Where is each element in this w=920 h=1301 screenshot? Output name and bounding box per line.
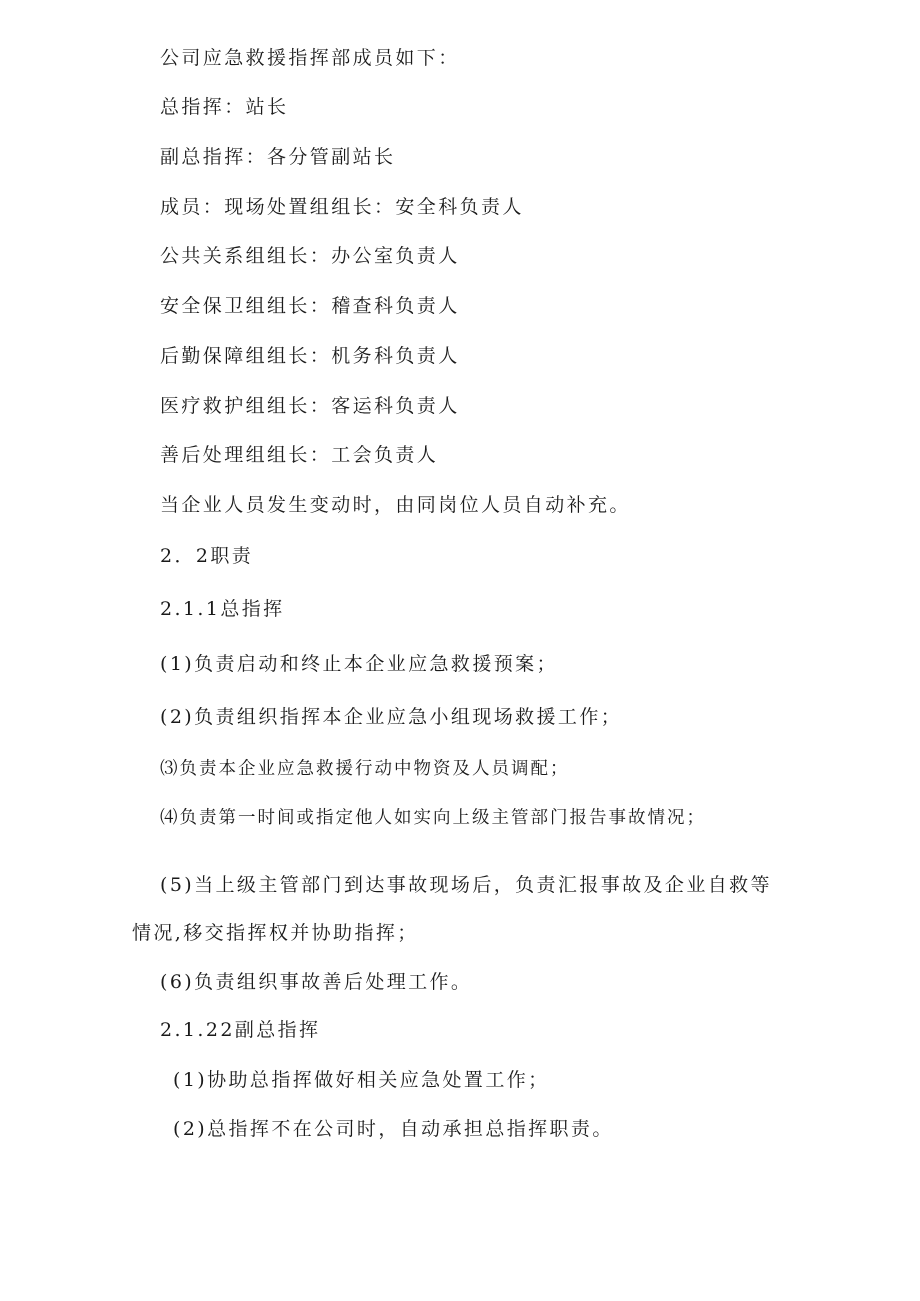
heading-members: 公司应急救援指挥部成员如下： bbox=[160, 47, 460, 69]
deputy-duty-item-1: (1)协助总指挥做好相关应急处置工作； bbox=[173, 1069, 550, 1091]
line-commander: 总指挥：站长 bbox=[160, 96, 289, 118]
duty-item-5-continued: 情况,移交指挥权并协助指挥； bbox=[132, 922, 419, 944]
section-heading-duties: 2．2职责 bbox=[160, 545, 254, 567]
duty-item-2: (2)负责组织指挥本企业应急小组现场救援工作； bbox=[160, 706, 623, 728]
line-security-group: 安全保卫组组长：稽查科负责人 bbox=[160, 295, 460, 317]
line-logistics-group: 后勤保障组组长：机务科负责人 bbox=[160, 345, 460, 367]
line-aftermath-group: 善后处理组组长：工会负责人 bbox=[160, 444, 439, 466]
subsection-heading-deputy: 2.1.22副总指挥 bbox=[160, 1019, 321, 1041]
line-public-relations-group: 公共关系组组长：办公室负责人 bbox=[160, 245, 460, 267]
line-members-onsite-group: 成员：现场处置组组长：安全科负责人 bbox=[160, 196, 524, 218]
subsection-heading-commander: 2.1.1总指挥 bbox=[160, 598, 285, 620]
duty-item-1: (1)负责启动和终止本企业应急救援预案； bbox=[160, 653, 558, 675]
deputy-duty-item-2: (2)总指挥不在公司时，自动承担总指挥职责。 bbox=[173, 1118, 614, 1140]
line-staff-change-note: 当企业人员发生变动时，由同岗位人员自动补充。 bbox=[160, 494, 631, 516]
duty-item-3: ⑶负责本企业应急救援行动中物资及人员调配； bbox=[160, 759, 570, 779]
duty-item-4: ⑷负责第一时间或指定他人如实向上级主管部门报告事故情况； bbox=[160, 808, 706, 828]
duty-item-5: (5)当上级主管部门到达事故现场后，负责汇报事故及企业自救等 bbox=[160, 874, 772, 896]
line-medical-group: 医疗救护组组长：客运科负责人 bbox=[160, 395, 460, 417]
duty-item-6: (6)负责组织事故善后处理工作。 bbox=[160, 971, 473, 993]
line-deputy-commander: 副总指挥：各分管副站长 bbox=[160, 146, 396, 168]
